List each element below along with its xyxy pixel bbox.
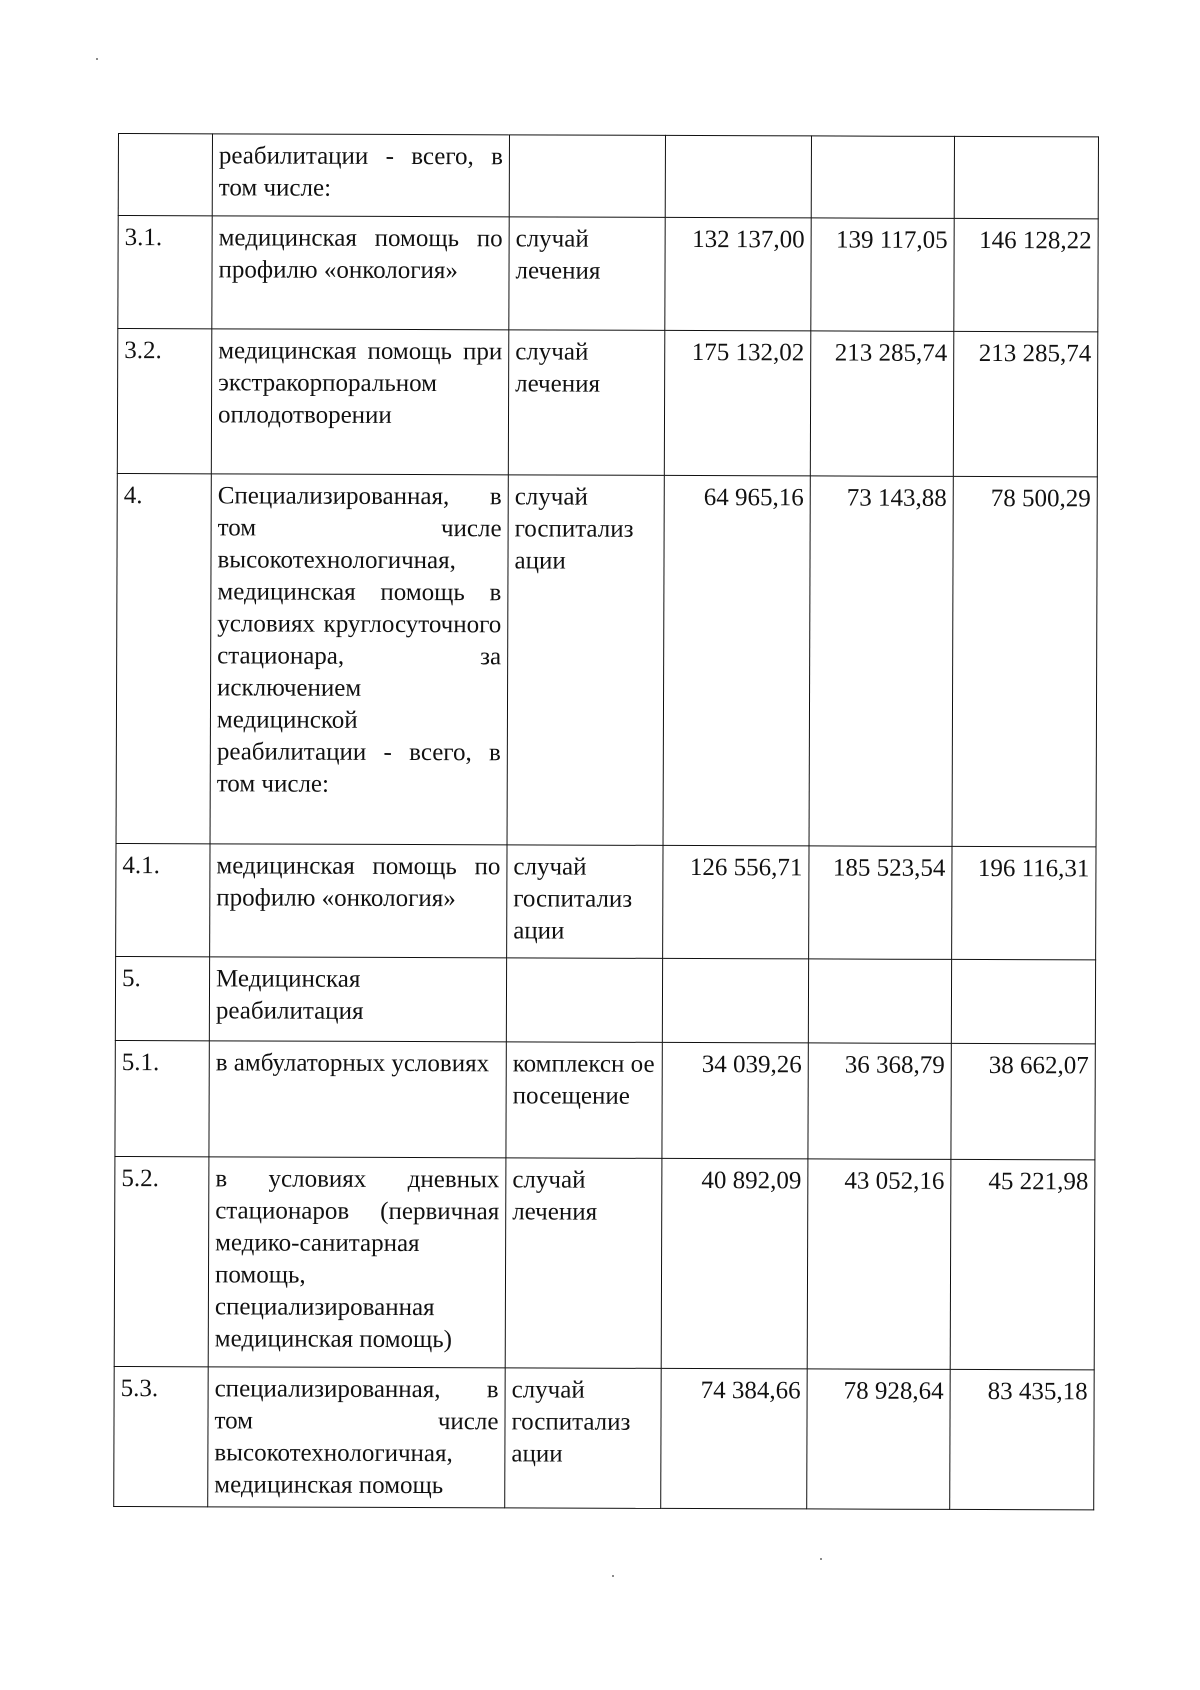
row-unit xyxy=(509,135,665,218)
row-number xyxy=(118,134,212,216)
row-value-2: 139 117,05 xyxy=(811,218,954,331)
row-unit xyxy=(506,958,662,1043)
row-unit: случай госпитализ ации xyxy=(507,475,664,846)
row-number: 4.1. xyxy=(116,843,210,956)
row-value-1: 40 892,09 xyxy=(661,1158,808,1369)
row-name: Специализированная, в том числе высокотехнологичная, медицинская помощь в условиях круглосуточного стационара, за исключением медицинской реабилитации - всего, в том числе: xyxy=(210,474,508,845)
table-row xyxy=(114,1156,1095,1369)
table-row xyxy=(116,843,1096,959)
row-number: 5.2. xyxy=(114,1156,209,1366)
row-value-3: 83 435,18 xyxy=(950,1369,1094,1510)
row-value-3: 38 662,07 xyxy=(951,1043,1095,1160)
row-name: Медицинская реабилитация xyxy=(209,957,506,1042)
row-number: 5.3. xyxy=(114,1366,208,1506)
tariff-table xyxy=(113,133,1099,1510)
row-unit: комплексн ое посещение xyxy=(506,1042,662,1159)
row-number: 4. xyxy=(116,473,211,843)
row-unit: случай госпитализ ации xyxy=(505,1368,661,1509)
table-row xyxy=(117,329,1098,477)
row-value-3: 213 285,74 xyxy=(953,331,1098,477)
row-name: в амбулаторных условиях xyxy=(209,1041,506,1158)
row-value-2 xyxy=(808,959,951,1043)
row-name: медицинская помощь при экстракорпоральном оплодотворении xyxy=(211,329,509,475)
row-value-3: 146 128,22 xyxy=(954,218,1098,332)
table-row xyxy=(118,134,1098,219)
row-value-1: 34 039,26 xyxy=(662,1042,808,1159)
row-unit: случай госпитализ ации xyxy=(507,845,663,959)
row-number: 3.2. xyxy=(117,329,212,474)
row-value-1: 74 384,66 xyxy=(661,1368,807,1509)
row-number: 5.1. xyxy=(115,1040,209,1156)
row-value-2: 185 523,54 xyxy=(809,846,952,959)
table-row xyxy=(116,473,1097,846)
table-row xyxy=(115,1040,1095,1159)
row-name: реабилитации - всего, в том числе: xyxy=(212,134,509,217)
row-name: медицинская помощь по профилю «онкология» xyxy=(212,216,509,330)
row-value-1: 132 137,00 xyxy=(665,217,811,331)
row-number: 3.1. xyxy=(118,216,212,329)
scan-speck xyxy=(820,1558,822,1560)
row-value-3 xyxy=(954,136,1098,219)
row-value-1 xyxy=(665,135,811,218)
row-value-2: 78 928,64 xyxy=(807,1369,950,1509)
row-name: в условиях дневных стационаров (первичная медико-санитарная помощь, специализированная медицинская помощь) xyxy=(208,1157,506,1368)
row-value-1: 64 965,16 xyxy=(663,475,810,846)
row-value-2: 36 368,79 xyxy=(808,1043,951,1159)
row-unit: случай лечения xyxy=(505,1158,662,1369)
row-number: 5. xyxy=(115,956,209,1040)
row-value-2: 213 285,74 xyxy=(810,331,954,476)
table-row xyxy=(114,1366,1094,1509)
scan-speck xyxy=(612,1575,614,1577)
row-value-1: 126 556,71 xyxy=(663,845,809,959)
row-value-1 xyxy=(662,958,808,1043)
row-name: специализированная, в том числе высокотехнологичная, медицинская помощь xyxy=(208,1367,505,1508)
row-value-3: 45 221,98 xyxy=(950,1159,1095,1370)
row-name: медицинская помощь по профилю «онкология» xyxy=(210,844,507,958)
row-value-2: 73 143,88 xyxy=(809,476,953,846)
row-value-3: 78 500,29 xyxy=(952,476,1097,847)
row-value-2: 43 052,16 xyxy=(807,1159,951,1369)
scan-speck xyxy=(96,58,98,60)
row-value-2 xyxy=(811,136,954,218)
row-unit: случай лечения xyxy=(508,330,665,476)
row-value-1: 175 132,02 xyxy=(664,330,811,476)
row-unit: случай лечения xyxy=(509,217,665,331)
row-value-3: 196 116,31 xyxy=(952,846,1096,960)
row-value-3 xyxy=(951,959,1095,1044)
table-row xyxy=(118,216,1098,332)
table-row xyxy=(115,956,1095,1043)
